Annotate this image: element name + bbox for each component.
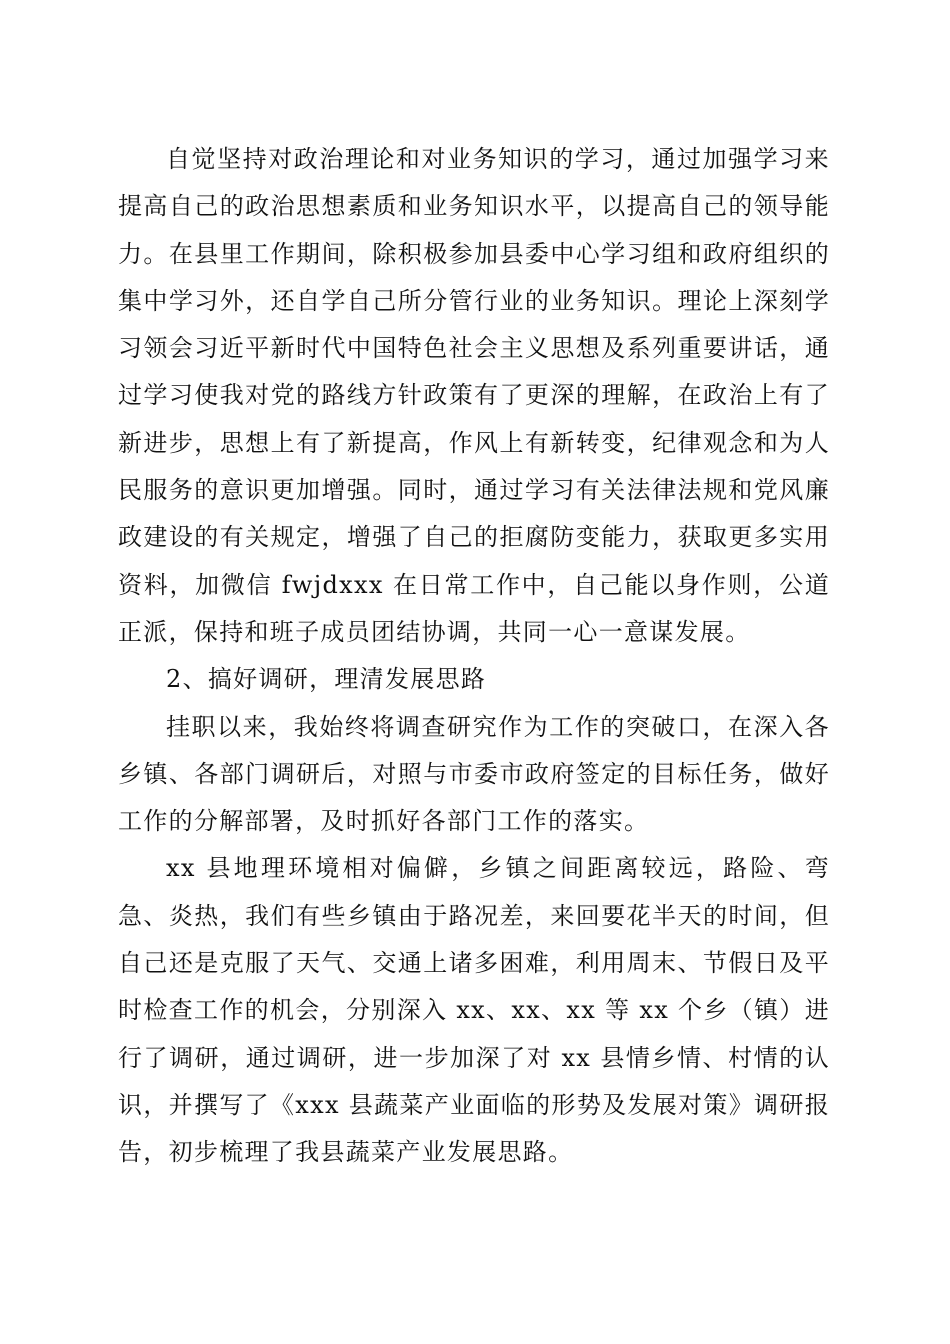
section-heading: 2、搞好调研，理清发展思路 [166,665,487,694]
document-body [118,136,830,1177]
paragraph-research-detail: xx 县地理环境相对偏僻，乡镇之间距离较远，路险、弯急、炎热，我们有些乡镇由于路况差，来回要花半天的时间，但自己还是克服了天气、交通上诸多困难，利用周末、节假日及平时检查工作的机会，分别深入 xx、xx、xx 等 xx 个乡（镇）进行了调研，通过调研，进一步加深了对 xx 县情乡情、村情的认识，并撰写了《xxx 县蔬菜产业面临的形势及发展对策》调研报告，初步梳理了我县蔬菜产业发展思路。 [118,854,830,1167]
paragraph-research-intro: 挂职以来，我始终将调查研究作为工作的突破口，在深入各乡镇、各部门调研后，对照与市委市政府签定的目标任务，做好工作的分解部署，及时抓好各部门工作的落实。 [118,712,830,836]
paragraph-study: 自觉坚持对政治理论和对业务知识的学习，通过加强学习来提高自己的政治思想素质和业务知识水平，以提高自己的领导能力。在县里工作期间，除积极参加县委中心学习组和政府组织的集中学习外，还自学自己所分管行业的业务知识。理论上深刻学习领会习近平新时代中国特色社会主义思想及系列重要讲话，通过学习使我对党的路线方针政策有了更深的理解，在政治上有了新进步，思想上有了新提高，作风上有新转变，纪律观念和为人民服务的意识更加增强。同时，通过学习有关法律法规和党风廉政建设的有关规定，增强了自己的拒腐防变能力，获取更多实用资料，加微信 fwjdxxx 在日常工作中，自己能以身作则，公道正派，保持和班子成员团结协调，共同一心一意谋发展。 [118,145,830,646]
